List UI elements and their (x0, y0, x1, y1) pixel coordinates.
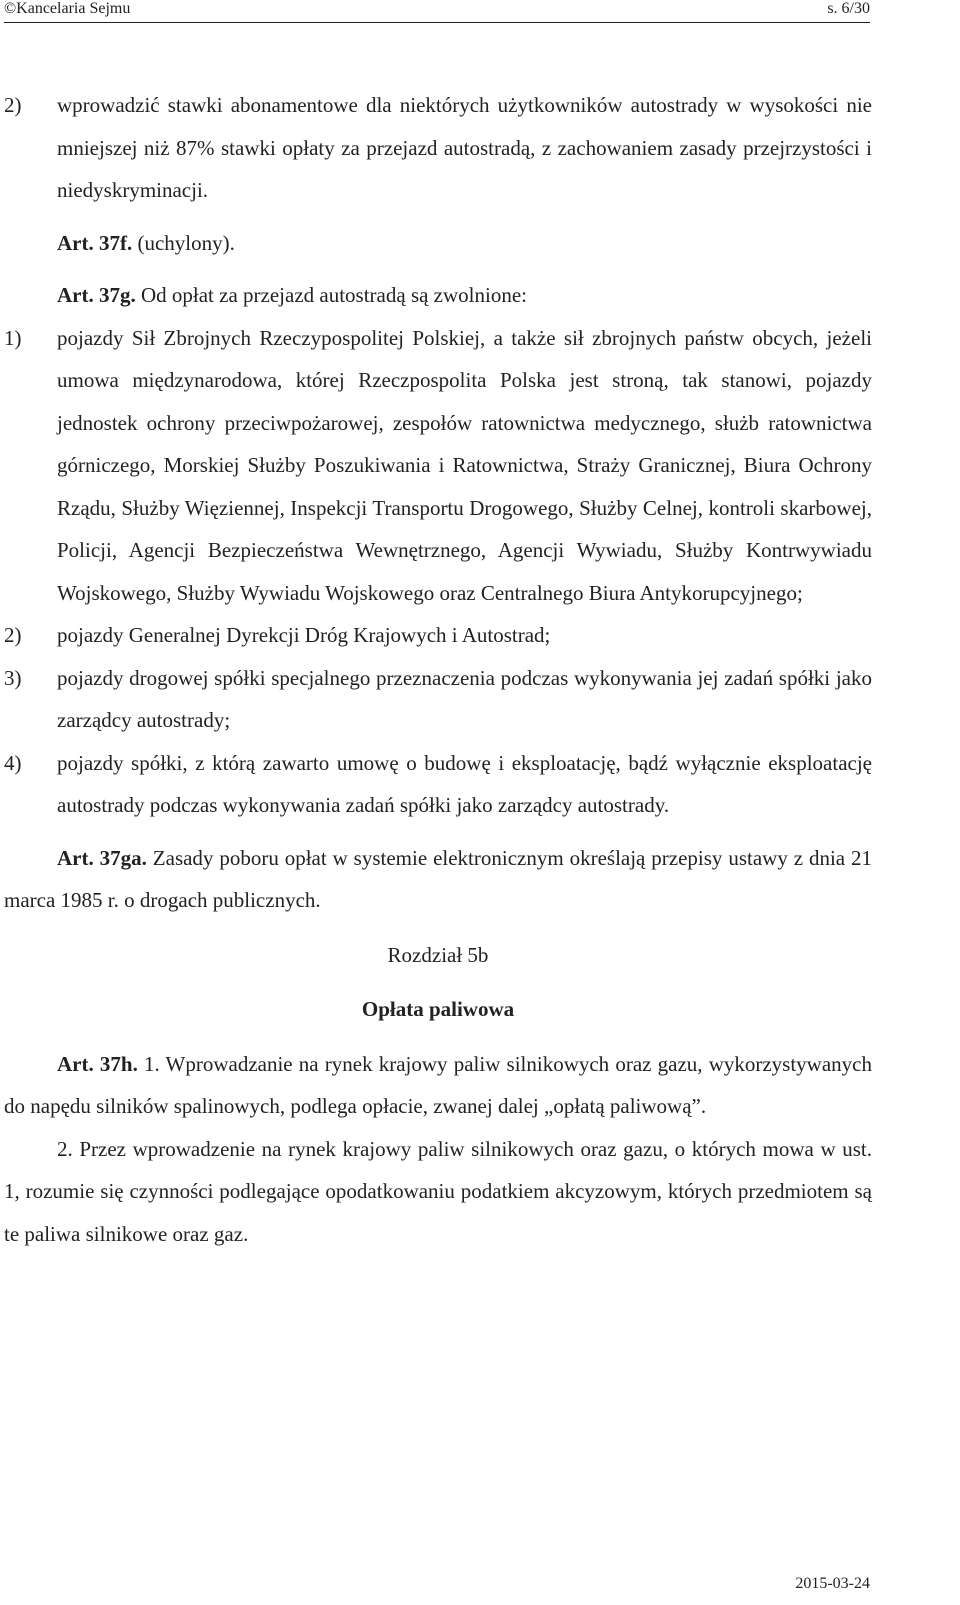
list-item-number: 2) (4, 93, 22, 117)
page-number: s. 6/30 (827, 0, 870, 17)
article-37f (4, 222, 872, 265)
article-label: Art. 37ga. (57, 845, 147, 870)
header-rule (4, 22, 870, 23)
article-label: Art. 37g. (57, 283, 136, 307)
list-item-number: 1) (4, 325, 22, 350)
list-item-text: pojazdy Sił Zbrojnych Rzeczypospolitej Polskiej, a także sił zbrojnych państw obcych, jeżeli umowa międzynarodowa, której Rzeczpospolita Polska jest stroną, tak stanowi, pojazdy jednostek ochrony przeciwpożarowej, zespołów ratownictwa medycznego, służb ratownictwa górniczego, Morskiej Służby Poszukiwania i Ratownictwa, Straży Granicznej, Biura Ochrony Rządu, Służby Więziennej, Inspekcji Transportu Drogowego, Służby Celnej, kontroli skarbowej, Policji, Agencji Bezpieczeństwa Wewnętrznego, Agencji Wywiadu, Służby Kontrwywiadu Wojskowego, Służby Wywiadu Wojskowego oraz Centralnego Biura Antykorupcyjnego; (57, 325, 872, 605)
list-item (4, 614, 872, 657)
copyright-label: ©Kancelaria Sejmu (4, 0, 131, 17)
chapter-number: Rozdział 5b (387, 942, 489, 967)
list-item (4, 657, 872, 742)
document-date: 2015-03-24 (795, 1575, 870, 1592)
article-text: 1. Wprowadzanie na rynek krajowy paliw silnikowych oraz gazu, wykorzystywanych do napędu silników spalinowych, podlega opłacie, zwanej dalej „opłatą paliwową”. (4, 1051, 872, 1118)
chapter-title: Opłata paliwowa (361, 997, 515, 1021)
article-label: Art. 37h. (57, 1051, 138, 1076)
page-header (0, 0, 960, 28)
article-37ga (4, 837, 872, 922)
list-item-number: 3) (4, 665, 22, 690)
article-37g (4, 274, 872, 317)
article-label: Art. 37f. (57, 230, 133, 255)
article-37h-paragraph-2: 2. Przez wprowadzenie na rynek krajowy paliw silnikowych oraz gazu, o których mowa w ust. 1, rozumie się czynności podlegające opodatkowaniu podatkiem akcyzowym, których przedmiotem są te paliwa silnikowe oraz gaz. (4, 1136, 872, 1246)
document-body (4, 84, 872, 1255)
list-item-text: pojazdy Generalnej Dyrekcji Dróg Krajowych i Autostrad; (57, 623, 551, 647)
list-item-number: 2) (4, 623, 22, 647)
list-item-text: pojazdy drogowej spółki specjalnego przeznaczenia podczas wykonywania jej zadań spółki jako zarządcy autostrady; (57, 665, 872, 732)
article-text: (uchylony). (132, 230, 235, 255)
list-item (4, 84, 872, 212)
list-item-text: pojazdy spółki, z którą zawarto umowę o budowę i eksploatację, bądź wyłącznie eksploatację autostrady podczas wykonywania zadań spółki jako zarządcy autostrady. (57, 750, 872, 817)
article-text: Od opłat za przejazd autostradą są zwolnione: (135, 283, 527, 307)
list-item-text: wprowadzić stawki abonamentowe dla niektórych użytkowników autostrady w wysokości nie mniejszej niż 87% stawki opłaty za przejazd autostradą, z zachowaniem zasady przejrzystości i niedyskryminacji. (57, 93, 872, 202)
list-item (4, 317, 872, 615)
article-37h-paragraph-1 (4, 1043, 872, 1128)
article-text: Zasady poboru opłat w systemie elektronicznym określają przepisy ustawy z dnia 21 marca 1985 r. o drogach publicznych. (4, 845, 872, 912)
list-item-number: 4) (4, 750, 22, 775)
list-item (4, 742, 872, 827)
